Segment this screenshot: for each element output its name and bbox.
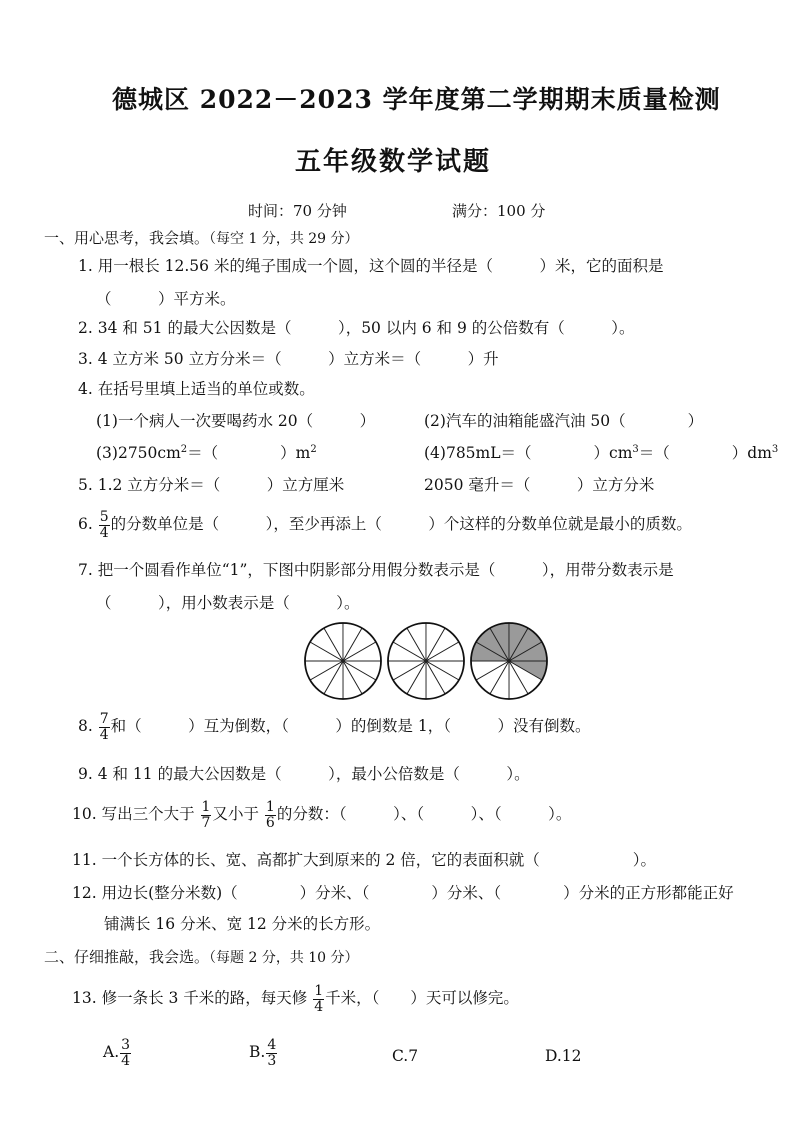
q6-number: 6.: [78, 515, 93, 534]
question-3: 3. 4 立方米 50 立方分米＝（ ）立方米＝（ ）升: [78, 350, 499, 368]
section2-heading: [44, 946, 359, 967]
section2-title: 二、仔细推敲，我会选。: [44, 948, 210, 966]
option-b: [249, 1038, 278, 1068]
question-11: 11. 一个长方体的长、宽、高都扩大到原来的 2 倍，它的表面积就（ ）。: [72, 851, 657, 869]
question-4-4: [424, 445, 778, 462]
q4-3-part-b: ＝（ ）m: [187, 444, 311, 463]
option-b-fraction: [266, 1038, 277, 1068]
q10-f2-num: 1: [265, 799, 275, 815]
exam-subtitle: 五年级数学试题: [295, 147, 492, 177]
question-1-line1: 1. 用一根长 12.56 米的绳子围成一个圆，这个圆的半径是（ ）米，它的面积是: [78, 257, 664, 275]
option-a: [103, 1038, 132, 1068]
option-a-den: 4: [121, 1052, 131, 1069]
q8-number: 8.: [78, 717, 93, 736]
question-4-2: (2)汽车的油箱能盛汽油 50（ ）: [424, 412, 704, 430]
section1-heading: [44, 227, 359, 248]
question-12-line2: 铺满长 16 分米、宽 12 分米的长方形。: [104, 915, 381, 933]
question-10: [72, 800, 571, 830]
question-1-line2: （ ）平方米。: [96, 290, 236, 308]
q10-f2-den: 6: [265, 814, 275, 831]
circle-2: [388, 623, 464, 699]
q13-f-num: 1: [314, 983, 324, 999]
option-c: C.7: [392, 1047, 419, 1065]
q8-text: 和（ ）互为倒数，（ ）的倒数是 1，（ ）没有倒数。: [110, 717, 591, 736]
q6-text: 的分数单位是（ ），至少再添上（ ）个这样的分数单位就是最小的质数。: [110, 515, 692, 534]
option-a-num: 3: [121, 1037, 131, 1053]
q6-fraction: [99, 510, 110, 540]
option-b-num: 4: [267, 1037, 277, 1053]
q4-4-sup-2: 3: [771, 444, 779, 455]
section2-note: （每题 2 分，共 10 分）: [209, 950, 359, 966]
circles-figure: [300, 620, 560, 702]
q4-3-sup-2: 2: [310, 444, 317, 455]
exam-score: 满分：100 分: [452, 202, 546, 220]
question-8: [78, 712, 590, 742]
q13-fraction: [313, 984, 324, 1014]
q4-4-sup: 3: [632, 444, 639, 455]
q10-fraction-2: [265, 800, 276, 830]
question-7-line2: （ ），用小数表示是（ ）。: [96, 594, 360, 612]
question-7-line1: 7. 把一个圆看作单位“1”，下图中阴影部分用假分数表示是（ ），用带分数表示是: [78, 561, 674, 579]
option-a-label: A.: [103, 1043, 120, 1062]
q8-fraction: [99, 712, 110, 742]
q10-text-b: 又小于: [212, 805, 259, 824]
q13-f-den: 4: [314, 998, 324, 1015]
question-4-3: [96, 445, 317, 462]
option-b-den: 3: [267, 1052, 277, 1069]
q10-fraction-1: [201, 800, 212, 830]
q6-fraction-num: 5: [99, 509, 109, 525]
circle-1: [305, 623, 381, 699]
q13-text-b: 千米，（ ）天可以修完。: [325, 989, 519, 1008]
q4-3-part-a: (3)2750cm: [96, 444, 181, 463]
q10-f1-num: 1: [201, 799, 211, 815]
q10-f1-den: 7: [201, 814, 211, 831]
exam-title: 德城区 2022－2023 学年度第二学期期末质量检测: [112, 85, 721, 114]
question-4-1: (1)一个病人一次要喝药水 20（ ）: [96, 412, 376, 430]
option-d: D.12: [545, 1047, 582, 1065]
q4-4-part-a: (4)785mL＝（ ）cm: [424, 444, 633, 463]
q6-fraction-den: 4: [99, 524, 109, 541]
question-5a: 5. 1.2 立方分米＝（ ）立方厘米: [78, 476, 345, 494]
option-b-label: B.: [249, 1043, 266, 1062]
q4-4-part-b: ＝（ ）dm: [638, 444, 772, 463]
q10-text-c: 的分数：（ ）、（ ）、（ ）。: [276, 805, 572, 824]
question-12-line1: 12. 用边长(整分米数)（ ）分米、（ ）分米、（ ）分米的正方形都能正好: [72, 884, 734, 902]
option-a-fraction: [120, 1038, 131, 1068]
q8-fraction-num: 7: [99, 711, 109, 727]
section1-title: 一、用心思考，我会填。: [44, 229, 210, 247]
question-6: [78, 510, 692, 540]
circle-3: [471, 623, 547, 699]
q10-text-a: 10. 写出三个大于: [72, 805, 195, 824]
q13-text-a: 13. 修一条长 3 千米的路，每天修: [72, 989, 308, 1008]
question-2: 2. 34 和 51 的最大公因数是（ ），50 以内 6 和 9 的公倍数有（ ）。: [78, 319, 635, 337]
question-4: 4. 在括号里填上适当的单位或数。: [78, 380, 315, 398]
exam-time: 时间：70 分钟: [248, 202, 347, 220]
q8-fraction-den: 4: [99, 726, 109, 743]
q4-3-sup: 2: [180, 444, 188, 455]
section1-note: （每空 1 分，共 29 分）: [209, 231, 359, 247]
question-5b: 2050 毫升＝（ ）立方分米: [424, 476, 655, 494]
question-13: [72, 984, 519, 1014]
question-9: 9. 4 和 11 的最大公因数是（ ），最小公倍数是（ ）。: [78, 765, 530, 783]
